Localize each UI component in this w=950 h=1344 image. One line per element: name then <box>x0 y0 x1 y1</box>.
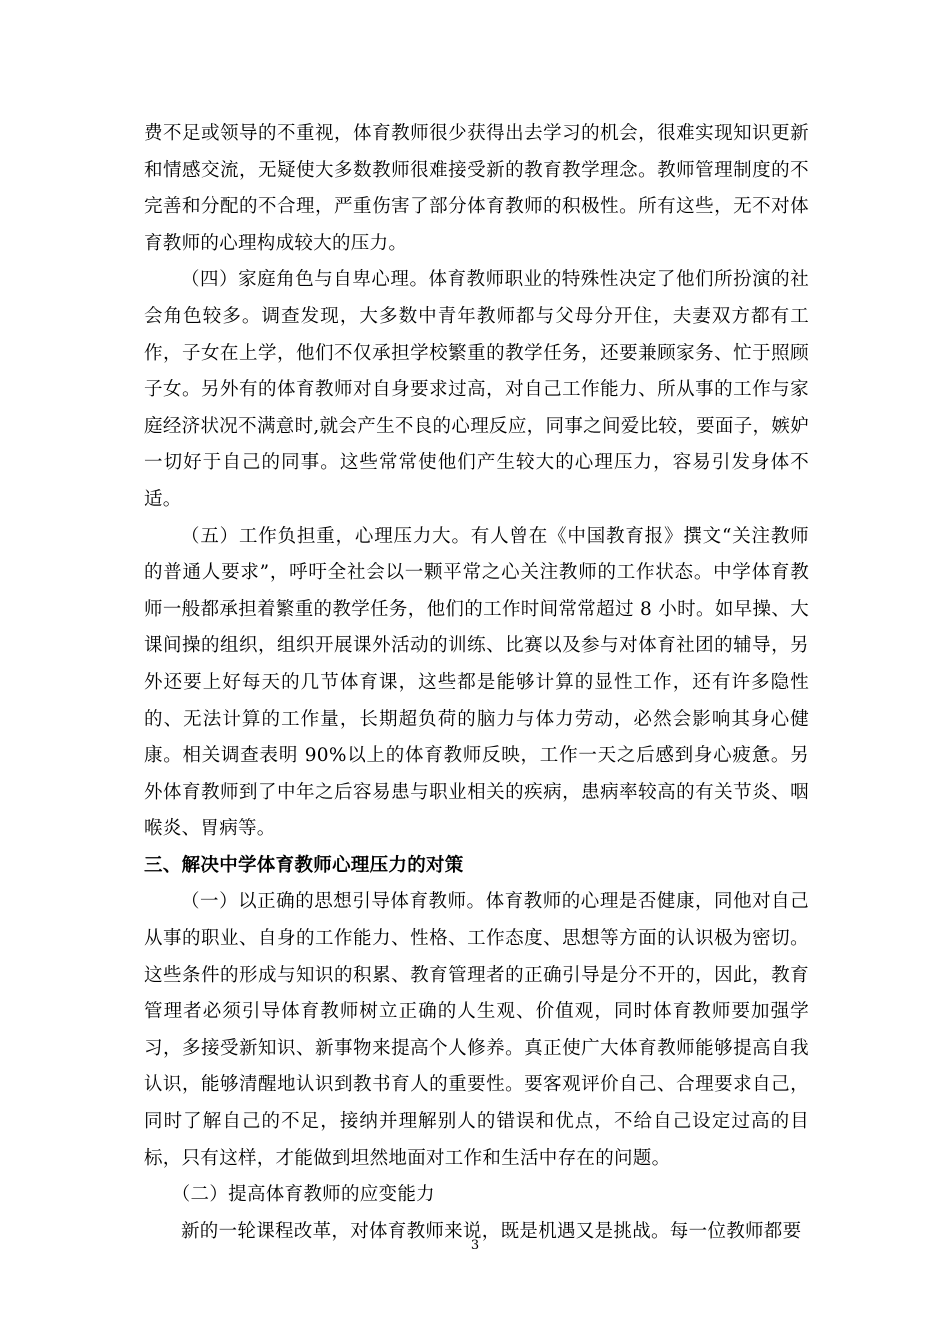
paragraph-family-role: （四）家庭角色与自卑心理。体育教师职业的特殊性决定了他们所扮演的社会角色较多。调查发现，大多数中青年教师都与父母分开住，夫妻双方都有工作，子女在上学，他们不仅承担学校繁重的教学任务，还要兼顾家务、忙于照顾子女。另外有的体育教师对自身要求过高，对自己工作能力、所从事的工作与家庭经济状况不满意时,就会产生不良的心理反应，同事之间爱比较，要面子，嫉妒一切好于自己的同事。这些常常使他们产生较大的心理压力，容易引发身体不适。 <box>144 269 809 510</box>
paragraph-continuation: 费不足或领导的不重视，体育教师很少获得出去学习的机会，很难实现知识更新和情感交流，无疑使大多数教师很难接受新的教育教学理念。教师管理制度的不完善和分配的不合理，严重伤害了部分体育教师的积极性。所有这些，无不对体育教师的心理构成较大的压力。 <box>144 123 809 254</box>
paragraph-curriculum-reform: 新的一轮课程改革，对体育教师来说，既是机遇又是挑战。每一位教师都要 <box>181 1220 802 1242</box>
section-heading: 三、解决中学体育教师心理压力的对策 <box>144 854 464 876</box>
paragraph-correct-guidance: （一）以正确的思想引导体育教师。体育教师的心理是否健康，同他对自己从事的职业、自身的工作能力、性格、工作态度、思想等方面的认识极为密切。这些条件的形成与知识的积累、教育管理者的正确引导是分不开的，因此，教育管理者必须引导体育教师树立正确的人生观、价值观，同时体育教师要加强学习，多接受新知识、新事物来提高个人修养。真正使广大体育教师能够提高自我认识，能够清醒地认识到教书育人的重要性。要客观评价自己、合理要求自己，同时了解自己的不足，接纳并理解别人的错误和优点，不给自己设定过高的目标，只有这样，才能做到坦然地面对工作和生活中存在的问题。 <box>144 891 809 1169</box>
page-number: 3 <box>470 1238 480 1253</box>
paragraph-workload: （五）工作负担重，心理压力大。有人曾在《中国教育报》撰文“关注教师的普通人要求”，呼吁全社会以一颗平常之心关注教师的工作状态。中学体育教师一般都承担着繁重的教学任务，他们的工作时间常常超过 8 小时。如早操、大课间操的组织，组织开展课外活动的训练、比赛以及参与对体育社团的辅导，另外还要上好每天的几节体育课，这些都是能够计算的显性工作，还有许多隐性的、无法计算的工作量，长期超负荷的脑力与体力劳动，必然会影响其身心健康。相关调查表明 90%以上的体育教师反映，工作一天之后感到身心疲惫。另外体育教师到了中年之后容易患与职业相关的疾病，患病率较高的有关节炎、咽喉炎、胃病等。 <box>144 525 809 840</box>
subheading-adaptability: （二）提高体育教师的应变能力 <box>171 1184 435 1206</box>
document-body <box>144 116 809 1250</box>
